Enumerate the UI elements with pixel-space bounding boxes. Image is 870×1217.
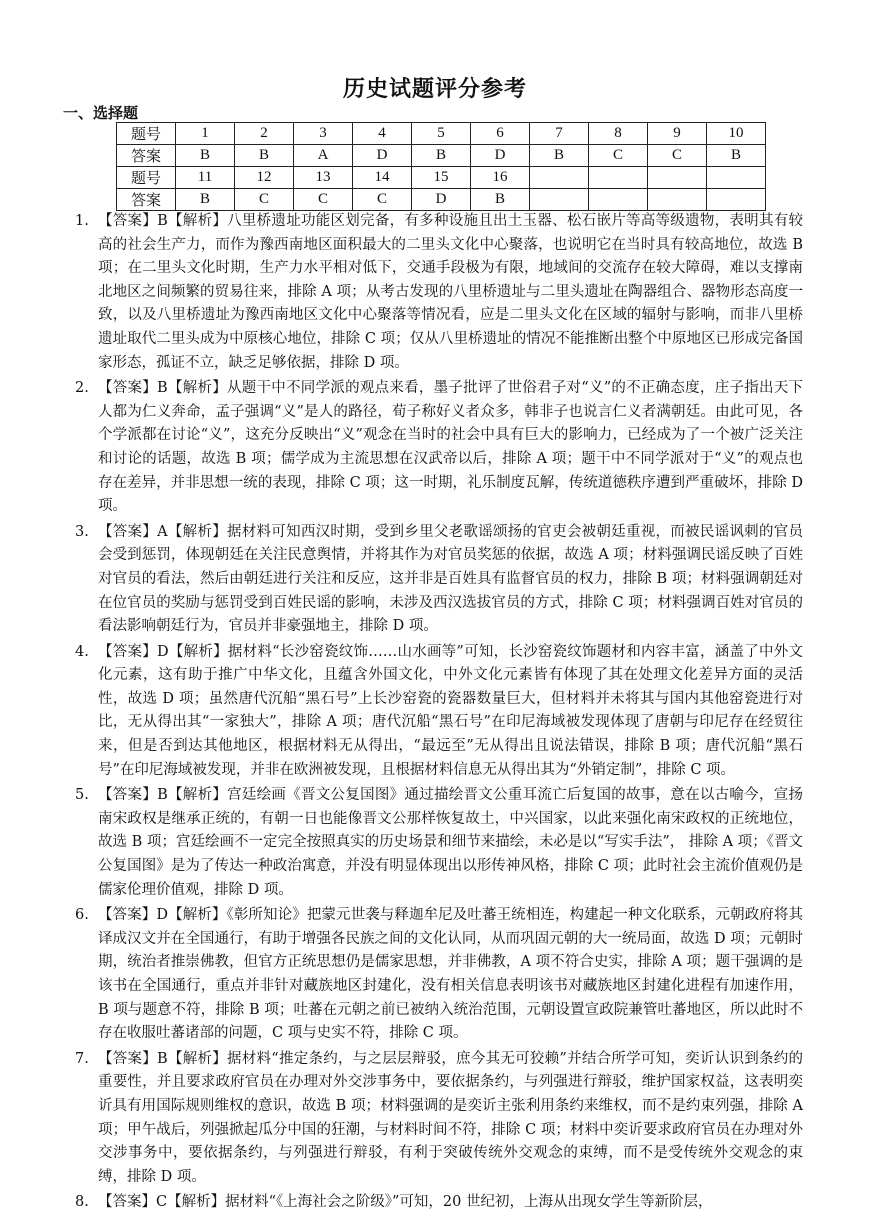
table-cell: 1 [176,123,235,145]
row-label: 答案 [117,189,176,211]
table-cell [707,189,766,211]
item-text: 【答案】B【解析】从题干中不同学派的观点来看，墨子批评了世俗君子对“义”的不正确态度，庄子指出天下人都为仁义奔命，孟子强调“义”是人的路径，荀子称好义者众多，韩非子也说言仁义者满朝廷。由此可见，各个学派都在讨论“义”，这充分反映出“义”观念在当时的社会中具有巨大的影响力，已经成为了一个被广泛关注和讨论的话题，故选 B 项；儒学成为主流思想在汉武帝以后，排除 A 项；题干中不同学派对于“义”的观点也存在差异，并非思想一统的表现，排除 C 项；这一时期，礼乐制度瓦解，传统道德秩序遭到严重破坏，排除 D 项。 [98,380,803,515]
table-cell: D [471,145,530,167]
item-text: 【答案】A【解析】据材料可知西汉时期，受到乡里父老歌谣颂扬的官吏会被朝廷重视，而被民谣讽刺的官员会受到惩罚，体现朝廷在关注民意舆情，并将其作为对官员奖惩的依据，故选 A 项；材料强调民谣反映了百姓对官员的看法，然后由朝廷进行关注和反应，这并非是百姓具有监督官员的权力，排除 B 项；材料强调朝廷对在位官员的奖励与惩罚受到百姓民谣的影响，未涉及西汉选拔官员的方式，排除 C 项；材料强调百姓对官员的看法影响朝廷行为，官员并非豪强地主，排除 D 项。 [98,523,803,635]
table-cell: B [471,189,530,211]
table-cell: C [648,145,707,167]
item-text: 【答案】B【解析】八里桥遗址功能区划完备，有多种设施且出土玉器、松石嵌片等高等级遗物，表明其有较高的社会生产力，而作为豫西南地区面积最大的二里头文化中心聚落，也说明它在当时具有较高地位，故选 B 项；在二里头文化时期，生产力水平相对低下，交通手段极为有限，地域间的交流存在较大障碍，难以支撑南北地区之间频繁的贸易往来，排除 A 项；从考古发现的八里桥遗址与二里头遗址在陶器组合、器物形态高度一致，以及八里桥遗址为豫西南地区文化中心聚落等情况看，应是二里头文化在区域的辐射与影响，而非八里桥遗址取代二里头成为中原核心地位，排除 C 项；仅从八里桥遗址的情况不能推断出整个中原地区已形成完备国家形态，孤证不立，缺乏足够依据，排除 D 项。 [98,213,803,371]
item-number: 1. [75,213,89,229]
explanation-item [75,377,803,519]
item-text: 【答案】D【解析】《彰所知论》把蒙元世袭与释迦牟尼及吐蕃王统相连，构建起一种文化联系，元朝政府将其译成汉文并在全国通行，有助于增强各民族之间的文化认同，从而巩固元朝的大一统局面，故选 D 项；元朝时期，统治者推崇佛教，但官方正统思想仍是儒家思想，并非佛教，A 项不符合史实，排除 A 项；题干强调的是该书在全国通行，重点并非针对藏族地区封建化，没有相关信息表明该书对藏族地区封建化进程有加速作用，B 项与题意不符，排除 B 项；吐蕃在元朝之前已被纳入统治范围，元朝设置宣政院兼管吐蕃地区，所以此时不存在收服吐蕃诸部的问题，C 项与史实不符，排除 C 项。 [98,907,803,1042]
table-cell: 2 [235,123,294,145]
table-cell: 7 [530,123,589,145]
explanation-item [75,210,803,375]
item-text: 【答案】B【解析】宫廷绘画《晋文公复国图》通过描绘晋文公重耳流亡后复国的故事，意在以古喻今，宣扬南宋政权是继承正统的，有朝一日也能像晋文公那样恢复故土，中兴国家，以此来强化南宋政权的正统地位，故选 B 项；宫廷绘画不一定完全按照真实的历史场景和细节来描绘，未必是以“写实手法”， 排除 A 项；《晋文公复国图》是为了传达一种政治寓意，并没有明显体现出以形传神风格，排除 C 项；此时社会主流价值观仍是儒家伦理价值观，排除 D 项。 [98,787,803,898]
explanation-list [75,210,803,1217]
explanation-item [75,641,803,783]
explanation-item [75,1191,803,1215]
row-label: 题号 [117,123,176,145]
table-cell [707,167,766,189]
table-cell [530,189,589,211]
item-number: 2. [75,380,89,397]
table-cell: 14 [353,167,412,189]
table-cell [648,167,707,189]
table-cell: 8 [589,123,648,145]
table-cell: B [176,145,235,167]
table-cell: C [353,189,412,211]
item-number: 5. [75,787,89,804]
answer-table-row [117,123,766,145]
explanation-item [75,904,803,1046]
row-label: 答案 [117,145,176,167]
item-number: 6. [75,907,89,924]
table-cell: B [530,145,589,167]
row-label: 题号 [117,167,176,189]
answer-table-row [117,189,766,211]
item-number: 7. [75,1050,89,1067]
table-cell: C [589,145,648,167]
table-cell: C [235,189,294,211]
table-cell: C [294,189,353,211]
table-cell: 4 [353,123,412,145]
explanation-item [75,521,803,639]
item-number: 4. [75,643,89,660]
table-cell [648,189,707,211]
table-cell: B [235,145,294,167]
table-cell: B [176,189,235,211]
table-cell: 12 [235,167,294,189]
answer-table-row [117,145,766,167]
table-cell: 10 [707,123,766,145]
explanation-item [75,784,803,902]
table-cell: D [353,145,412,167]
table-cell: 16 [471,167,530,189]
table-cell [530,167,589,189]
item-number: 3. [75,523,89,540]
table-cell: 13 [294,167,353,189]
table-cell: B [412,145,471,167]
table-cell: 5 [412,123,471,145]
table-cell: 3 [294,123,353,145]
answer-table-row [117,167,766,189]
table-cell: A [294,145,353,167]
table-cell [589,189,648,211]
explanation-item [75,1048,803,1190]
table-cell: 9 [648,123,707,145]
answer-table [116,122,766,211]
table-cell: D [412,189,471,211]
item-text: 【答案】C【解析】据材料“《上海社会之阶级》”可知，20 世纪初，上海从出现女学生等新阶层， [98,1194,713,1211]
item-text: 【答案】B【解析】据材料“推定条约，与之层层辩驳，庶今其无可狡赖”并结合所学可知，奕䜣认识到条约的重要性，并且要求政府官员在办理对外交涉事务中，要依据条约，与列强进行辩驳，维护国家权益，这表明奕䜣具有用国际规则维权的意识，故选 B 项；材料强调的是奕䜣主张利用条约来维权，而不是约束列强，排除 A 项；甲午战后，列强掀起瓜分中国的狂潮，与材料时间不符，排除 C 项；材料中奕䜣要求政府官员在办理对外交涉事务中，要依据条约，与列强进行辩驳，有利于突破传统外交观念的束缚，而不是受传统外交观念的束缚，排除 D 项。 [98,1050,803,1185]
table-cell [589,167,648,189]
table-cell: 6 [471,123,530,145]
table-cell: 15 [412,167,471,189]
section-heading: 一、选择题 [63,104,139,122]
item-text: 【答案】D【解析】据材料“长沙窑瓷纹饰……山水画等”可知，长沙窑瓷纹饰题材和内容丰富，涵盖了中外文化元素，这有助于推广中华文化，且蕴含外国文化，中外文化元素皆有体现了其在处理文化差异方面的灵活性，故选 D 项；虽然唐代沉船“黑石号”上长沙窑瓷的瓷器数量巨大，但材料并未将其与国内其他窑瓷进行对比，无从得出其“一家独大”，排除 A 项；唐代沉船“黑石号”在印尼海域被发现体现了唐朝与印尼存在经贸往来，但是否到达其他地区，根据材料无从得出，“最远至”无从得出且说法错误，排除 B 项；唐代沉船“黑石号”在印尼海域被发现，并非在欧洲被发现，且根据材料信息无从得出其为“外销定制”，排除 C 项。 [98,643,803,778]
table-cell: 11 [176,167,235,189]
item-number: 8. [75,1194,89,1211]
page-title: 历史试题评分参考 [342,76,527,102]
table-cell: B [707,145,766,167]
